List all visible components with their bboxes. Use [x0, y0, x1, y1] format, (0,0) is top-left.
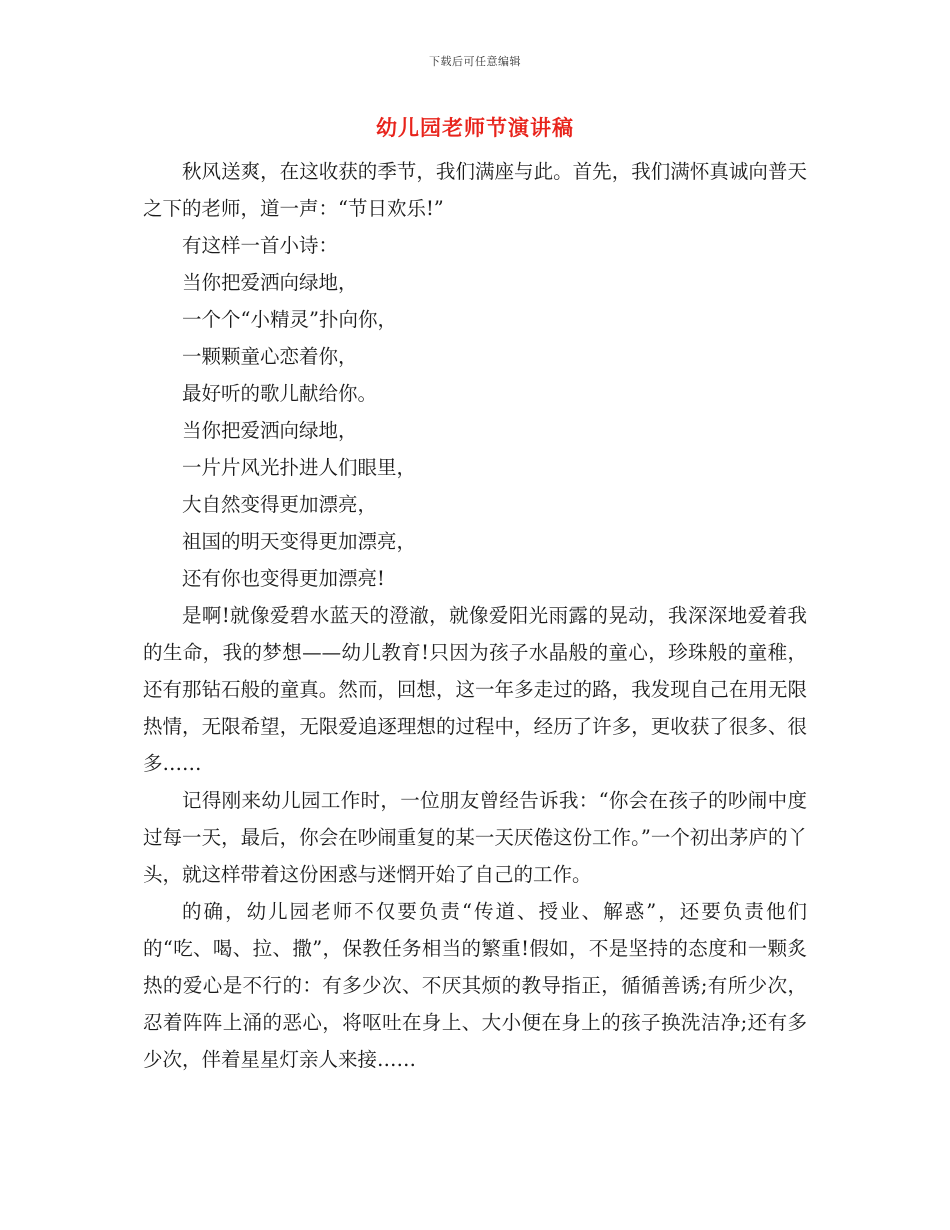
body-paragraph: 记得刚来幼儿园工作时，一位朋友曾经告诉我：“你会在孩子的吵闹中度过每一天，最后，你会在吵闹重复的某一天厌倦这份工作。”一个初出茅庐的丫头，就这样带着这份困惑与迷惘开始了自己的工作。 [143, 789, 807, 886]
poem-line: 一颗颗童心恋着你， [182, 345, 358, 368]
poem-line: 祖国的明天变得更加漂亮， [182, 530, 417, 553]
document-body [143, 153, 807, 1078]
poem-line: 当你把爱洒向绿地， [182, 419, 358, 442]
poem-intro: 有这样一首小诗： [182, 234, 339, 257]
intro-paragraph: 秋风送爽，在这收获的季节，我们满座与此。首先，我们满怀真诚向普天之下的老师，道一声：“节日欢乐!” [143, 160, 807, 220]
body-paragraph: 的确，幼儿园老师不仅要负责“传道、授业、解惑”，还要负责他们的“吃、喝、拉、撒”，保教任务相当的繁重!假如，不是坚持的态度和一颗炙热的爱心是不行的：有多少次、不厌其烦的教导指正，循循善诱;有所少次，忍着阵阵上涌的恶心，将呕吐在身上、大小便在身上的孩子换洗洁净;还有多少次，伴着星星灯亲人来接…… [143, 900, 807, 1071]
poem-line: 最好听的歌儿献给你。 [182, 382, 378, 405]
poem-line: 当你把爱洒向绿地， [182, 271, 358, 294]
body-paragraph: 是啊!就像爱碧水蓝天的澄澈，就像爱阳光雨露的晃动，我深深地爱着我的生命，我的梦想——幼儿教育!只因为孩子水晶般的童心，珍珠般的童稚，还有那钻石般的童真。然而，回想，这一年多走过的路，我发现自己在用无限热情，无限希望，无限爱追逐理想的过程中，经历了许多，更收获了很多、很多…… [143, 604, 807, 775]
document-title: 幼儿园老师节演讲稿 [376, 115, 574, 140]
poem-line: 一片片风光扑进人们眼里， [182, 456, 417, 479]
poem-line: 还有你也变得更加漂亮! [182, 567, 385, 590]
poem [143, 264, 807, 597]
poem-line: 一个个“小精灵”扑向你， [182, 308, 397, 331]
poem-line: 大自然变得更加漂亮， [182, 493, 378, 516]
header-note: 下载后可任意编辑 [429, 55, 521, 68]
